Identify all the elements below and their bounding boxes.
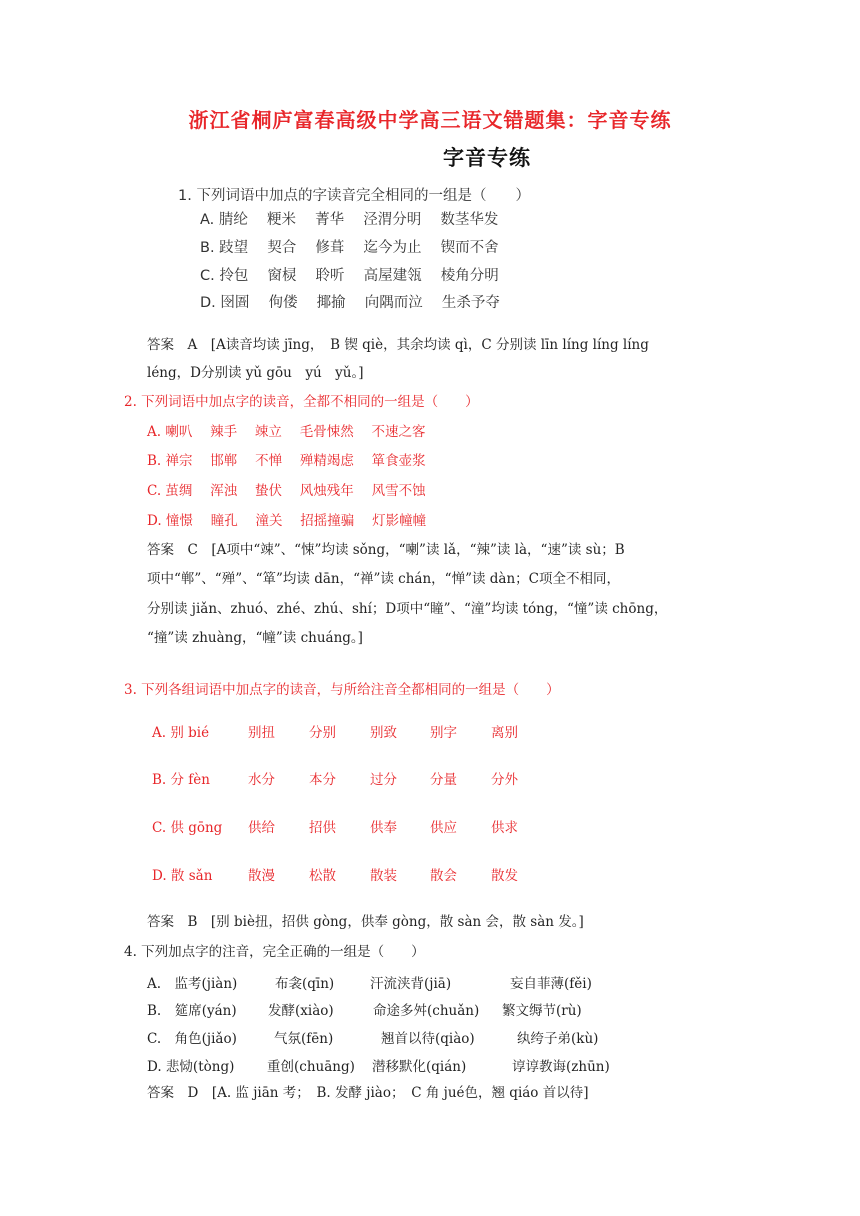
- q2-answer-line-4: “撞”读 zhuàng，“幢”读 chuáng。]: [147, 630, 363, 646]
- q1-option-c: C. 拎包 窗棂 聆听 高屋建瓴 棱角分明: [200, 268, 499, 284]
- q3-option-c-word: 供奉: [370, 820, 397, 836]
- q4-option-d-item: 重创(chuāng): [267, 1059, 355, 1075]
- q3-option-d-word: 散漫: [248, 868, 275, 884]
- q3-option-c-word: 供应: [430, 820, 457, 836]
- q3-option-d-word: 散装: [370, 868, 397, 884]
- q1-option-d: D. 囹圄 佝偻 揶揄 向隅而泣 生杀予夺: [200, 295, 500, 311]
- q4-option-b-item: B. 筵席(yán): [147, 1003, 237, 1019]
- q4-option-c-item: C. 角色(jiǎo): [147, 1031, 237, 1047]
- q4-option-c-item: 气氛(fēn): [274, 1031, 334, 1047]
- q4-option-b-item: 命途多舛(chuǎn): [373, 1003, 480, 1019]
- q3-option-d-label: D. 散 sǎn: [152, 868, 213, 884]
- q3-option-d-word: 散发: [491, 868, 518, 884]
- q4-option-d-item: D. 悲恸(tòng): [147, 1059, 235, 1075]
- q3-option-c-word: 供给: [248, 820, 275, 836]
- q2-answer-line-1: 答案 C [A项中“竦”、“悚”均读 sǒng，“喇”读 lǎ，“辣”读 là，“速”读 sù；B: [147, 542, 625, 558]
- q3-option-a-word: 分别: [309, 725, 336, 741]
- section-subtitle: 字音专练: [443, 146, 531, 170]
- q4-option-a-item: 汗流浃背(jiā): [370, 976, 452, 992]
- q3-option-a-label: A. 别 bié: [152, 725, 210, 741]
- q2-answer-line-2: 项中“郸”、“殚”、“箪”均读 dān，“禅”读 chán，“惮”读 dàn；C项全不相同，: [147, 571, 620, 587]
- q3-option-a-word: 别字: [430, 725, 457, 741]
- q2-option-c: C. 茧绸 浑浊 蛰伏 风烛残年 风雪不蚀: [147, 483, 426, 499]
- q3-option-d-word: 松散: [309, 868, 336, 884]
- q2-answer-line-3: 分别读 jiǎn、zhuó、zhé、zhú、shí；D项中“瞳”、“潼”均读 tóng，“憧”读 chōng，: [147, 601, 668, 617]
- q3-option-a-word: 离别: [491, 725, 518, 741]
- q4-option-c-item: 翘首以待(qiào): [381, 1031, 475, 1047]
- q3-option-c-word: 招供: [309, 820, 336, 836]
- q3-option-d-word: 散会: [430, 868, 457, 884]
- q4-option-a-item: 布衾(qīn): [275, 976, 335, 992]
- q1-stem: 1. 下列词语中加点的字读音完全相同的一组是（ ）: [178, 188, 530, 204]
- q3-option-c-label: C. 供 gōng: [152, 820, 223, 836]
- q1-option-b: B. 跂望 契合 修葺 迄今为止 锲而不舍: [200, 240, 499, 256]
- q2-option-b: B. 禅宗 邯郸 不惮 殚精竭虑 箪食壶浆: [147, 453, 426, 469]
- q3-option-a-word: 别扭: [248, 725, 275, 741]
- q2-option-a: A. 喇叭 辣手 竦立 毛骨悚然 不速之客: [147, 424, 426, 440]
- q4-option-a-item: 妄自菲薄(fěi): [510, 976, 592, 992]
- q4-option-b-item: 繁文缛节(rù): [502, 1003, 582, 1019]
- q1-answer-line-1: 答案 A [A读音均读 jīng， B 锲 qiè，其余均读 qì，C 分别读 līn líng líng líng: [147, 337, 649, 353]
- q3-option-b-word: 过分: [370, 772, 397, 788]
- q4-answer: 答案 D [A. 监 jiān 考； B. 发酵 jiào； C 角 jué色，翘 qiáo 首以待]: [147, 1085, 589, 1101]
- q4-stem: 4. 下列加点字的注音，完全正确的一组是（ ）: [124, 944, 425, 960]
- q3-option-b-word: 分外: [491, 772, 518, 788]
- question-1-image: [178, 184, 530, 312]
- q3-option-c-word: 供求: [491, 820, 518, 836]
- q4-option-b-item: 发酵(xiào): [268, 1003, 334, 1019]
- q3-option-b-word: 分量: [430, 772, 457, 788]
- q4-option-d-item: 谆谆教诲(zhūn): [512, 1059, 610, 1075]
- q4-option-d-item: 潜移默化(qián): [372, 1059, 467, 1075]
- q2-stem: 2. 下列词语中加点字的读音，全都不相同的一组是（ ）: [124, 394, 479, 410]
- q4-option-a-item: A. 监考(jiàn): [147, 976, 238, 992]
- q2-option-d: D. 憧憬 瞳孔 潼关 招摇撞骗 灯影幢幢: [147, 513, 427, 529]
- q1-answer-line-2: léng，D分别读 yǔ gōu yú yǔ。]: [147, 365, 364, 381]
- q3-stem: 3. 下列各组词语中加点字的读音，与所给注音全都相同的一组是（ ）: [124, 682, 560, 698]
- q4-option-c-item: 纨绔子弟(kù): [517, 1031, 599, 1047]
- page-title: 浙江省桐庐富春高级中学高三语文错题集：字音专练: [188, 108, 672, 132]
- q3-option-b-word: 本分: [309, 772, 336, 788]
- q3-option-a-word: 别致: [370, 725, 397, 741]
- q1-option-a: A. 腈纶 粳米 菁华 泾渭分明 数茎华发: [200, 212, 499, 228]
- q3-option-b-word: 水分: [248, 772, 275, 788]
- q3-option-b-label: B. 分 fèn: [152, 772, 210, 788]
- q3-answer: 答案 B [别 biè扭，招供 gòng，供奉 gòng，散 sàn 会，散 sàn 发。]: [147, 914, 584, 930]
